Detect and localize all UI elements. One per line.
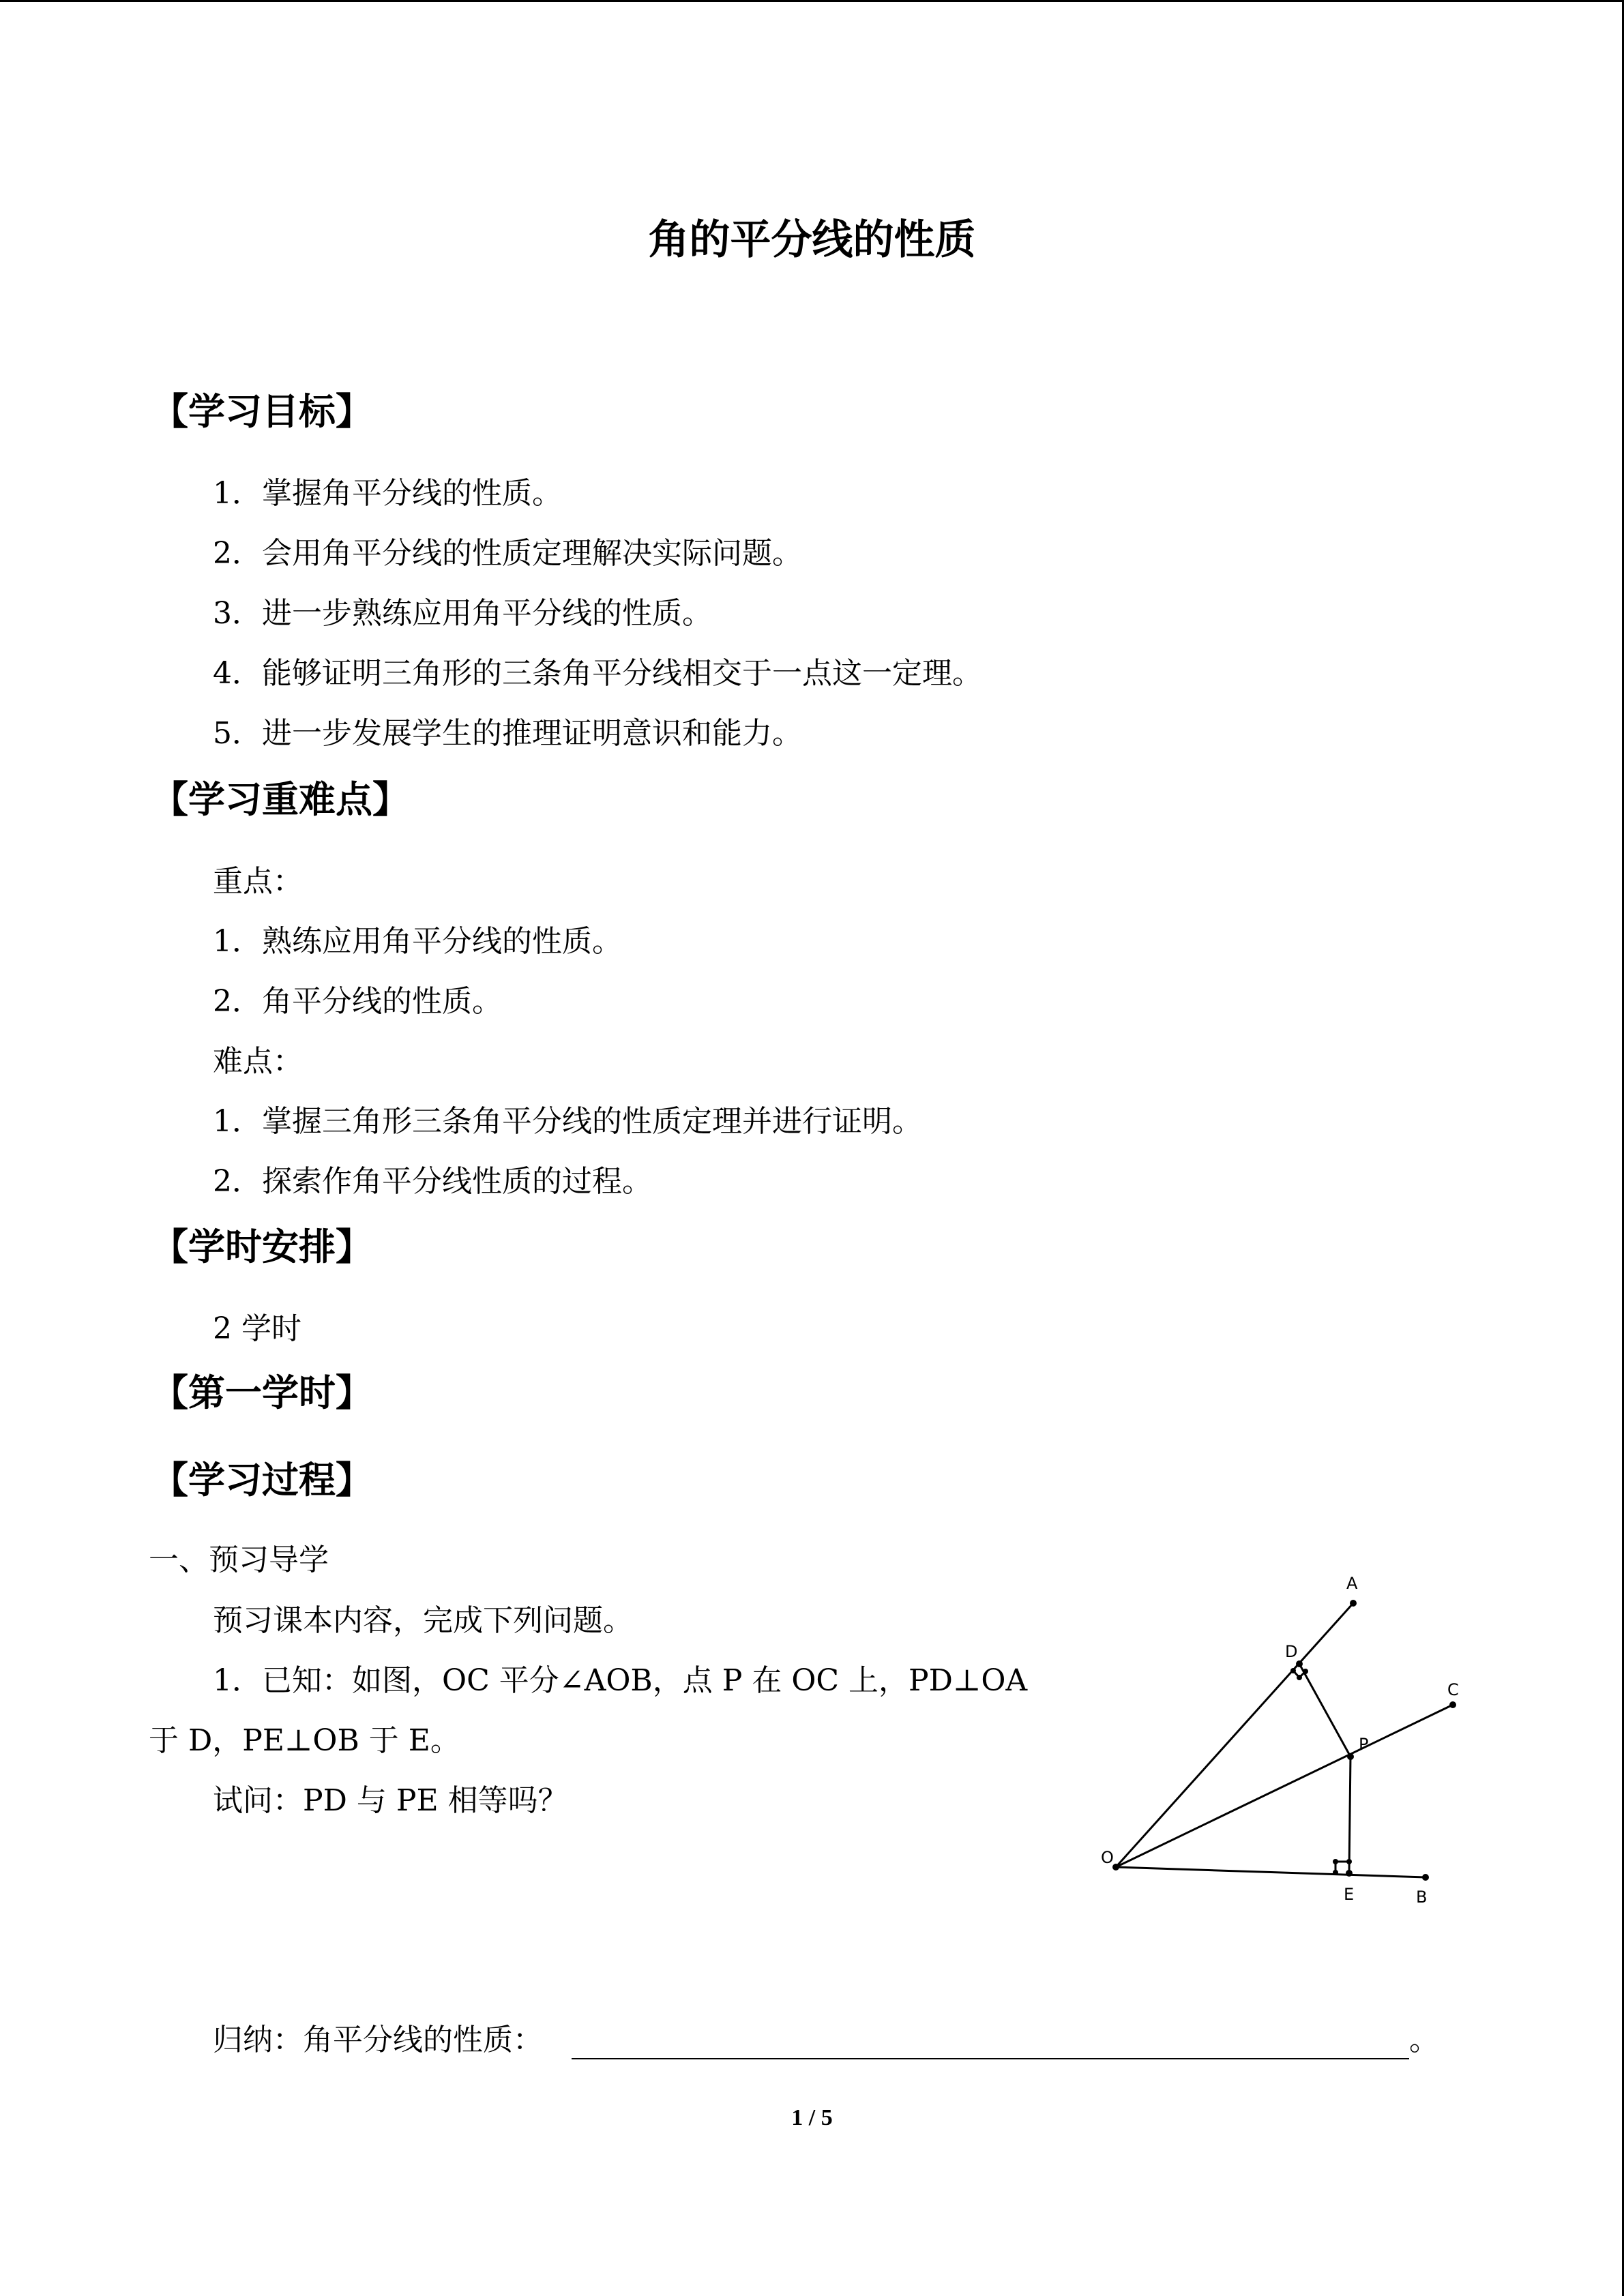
page-border-top: [0, 0, 1624, 2]
ray-oc: [1116, 1705, 1453, 1867]
angle-bisector-diagram: [1084, 1562, 1521, 1916]
summary-end-mark: 。: [1409, 2023, 1439, 2057]
key-points-heading: 【学习重难点】: [151, 778, 409, 821]
schedule-text: 2 学时: [213, 1311, 301, 1346]
key-label: 重点：: [213, 864, 303, 899]
label-o: O: [1101, 1848, 1114, 1867]
mark-dot-d-1: [1290, 1668, 1296, 1673]
point-c: [1449, 1701, 1456, 1708]
point-d: [1296, 1660, 1303, 1667]
segment-pe: [1349, 1757, 1350, 1873]
label-p: P: [1359, 1735, 1369, 1754]
segment-pd: [1299, 1664, 1350, 1757]
label-a: A: [1346, 1574, 1358, 1593]
objective-item-2: 2．会用角平分线的性质定理解决实际问题。: [213, 536, 802, 571]
first-period-heading: 【第一学时】: [151, 1371, 372, 1414]
point-b: [1422, 1874, 1429, 1881]
label-d: D: [1285, 1642, 1298, 1661]
ray-oa: [1116, 1603, 1353, 1867]
label-e: E: [1344, 1885, 1355, 1904]
key-item-1: 1．熟练应用角平分线的性质。: [213, 924, 622, 959]
process-heading: 【学习过程】: [151, 1459, 372, 1502]
ray-ob: [1116, 1867, 1426, 1877]
mark-dot-e-3: [1346, 1859, 1352, 1864]
label-b: B: [1416, 1888, 1428, 1907]
summary-answer-blank[interactable]: [572, 2058, 1409, 2059]
question-1-line-1: 1．已知：如图，OC 平分∠AOB，点 P 在 OC 上，PD⊥OA: [213, 1663, 1028, 1698]
point-e: [1346, 1870, 1353, 1877]
key-item-2: 2．角平分线的性质。: [213, 984, 502, 1019]
label-c: C: [1447, 1680, 1459, 1699]
preview-intro: 预习课本内容，完成下列问题。: [213, 1603, 633, 1638]
difficult-label: 难点：: [213, 1044, 303, 1079]
summary-label: 归纳：角平分线的性质：: [213, 2023, 543, 2057]
document-title: 角的平分线的性质: [648, 216, 976, 264]
section-preview-title: 一、预习导学: [149, 1542, 329, 1577]
difficult-item-2: 2．探索作角平分线性质的过程。: [213, 1164, 652, 1199]
schedule-heading: 【学时安排】: [151, 1225, 372, 1268]
point-a: [1350, 1600, 1357, 1607]
angle-bisector-figure: [1084, 1562, 1521, 1916]
page-number: 1 / 5: [791, 2105, 833, 2130]
objective-item-1: 1．掌握角平分线的性质。: [213, 476, 562, 511]
point-p: [1347, 1753, 1354, 1760]
mark-dot-e-1: [1333, 1870, 1338, 1875]
difficult-item-1: 1．掌握三角形三条角平分线的性质定理并进行证明。: [213, 1104, 922, 1139]
objectives-heading: 【学习目标】: [151, 390, 372, 433]
objective-item-5: 5．进一步发展学生的推理证明意识和能力。: [213, 716, 802, 751]
objective-item-3: 3．进一步熟练应用角平分线的性质。: [213, 596, 712, 631]
question-1-line-2: 于 D，PE⊥OB 于 E。: [149, 1723, 460, 1758]
mark-dot-d-3: [1297, 1675, 1302, 1680]
mark-dot-d-2: [1303, 1669, 1308, 1674]
mark-dot-e-2: [1333, 1859, 1338, 1864]
objective-item-4: 4．能够证明三角形的三条角平分线相交于一点这一定理。: [213, 656, 982, 691]
question-1-ask: 试问：PD 与 PE 相等吗？: [213, 1783, 568, 1818]
